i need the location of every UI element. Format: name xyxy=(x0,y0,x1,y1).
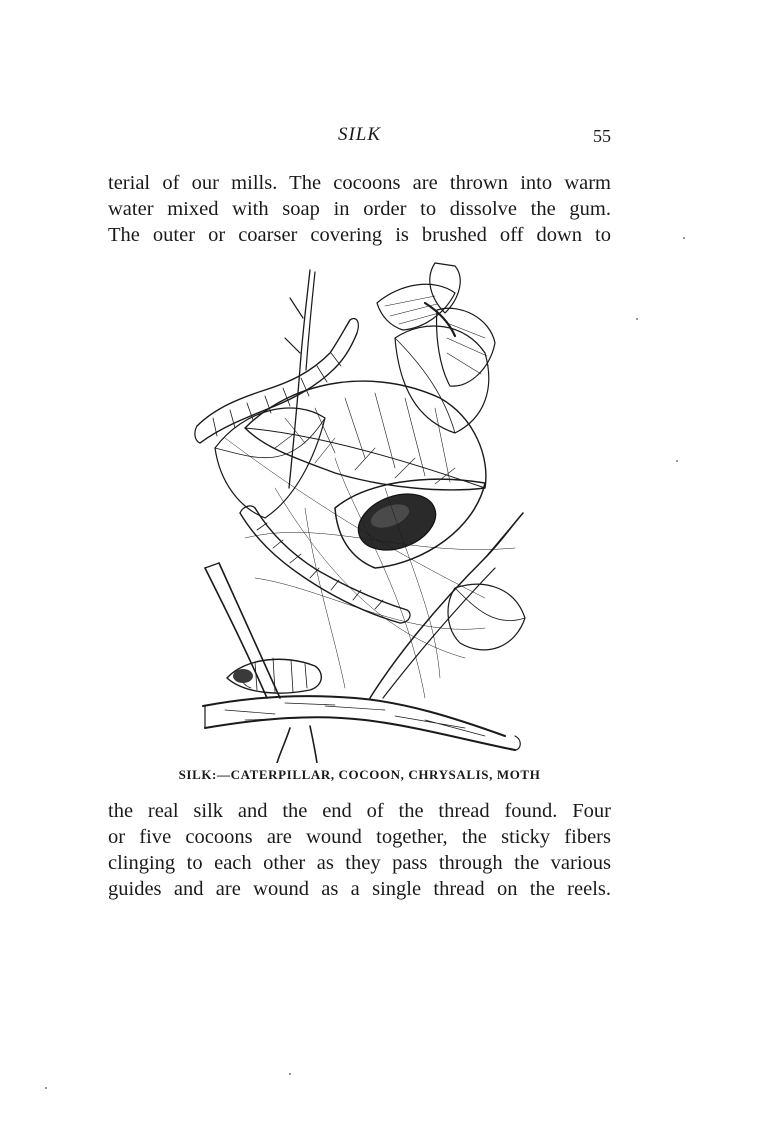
text-line: clinging to each other as they pass through the various xyxy=(108,852,611,874)
silkworm-illustration xyxy=(185,258,530,763)
page-number: 55 xyxy=(593,126,611,146)
text-line: or five cocoons are wound together, the sticky fibers xyxy=(108,826,611,848)
paper-speck xyxy=(676,460,678,462)
text-line: The outer or coarser covering is brushed off down to xyxy=(108,224,611,246)
figure-caption: SILK:—CATERPILLAR, COCOON, CHRYSALIS, MOTH xyxy=(178,767,541,782)
text-line: terial of our mills. The cocoons are thrown into warm xyxy=(108,172,611,194)
paper-speck xyxy=(636,318,638,320)
text-line: the real silk and the end of the thread found. Four xyxy=(108,800,611,822)
text-line: water mixed with soap in order to dissolve the gum. xyxy=(108,198,611,220)
text-line: guides and are wound as a single thread on the reels. xyxy=(108,878,611,900)
paper-speck xyxy=(683,237,685,239)
paragraph-top xyxy=(108,170,611,248)
running-head xyxy=(108,124,611,152)
paper-speck xyxy=(45,1087,47,1089)
paper-speck xyxy=(289,1073,291,1075)
paragraph-bottom xyxy=(108,798,611,902)
running-title: SILK xyxy=(337,124,382,145)
engraving-icon xyxy=(185,258,530,763)
